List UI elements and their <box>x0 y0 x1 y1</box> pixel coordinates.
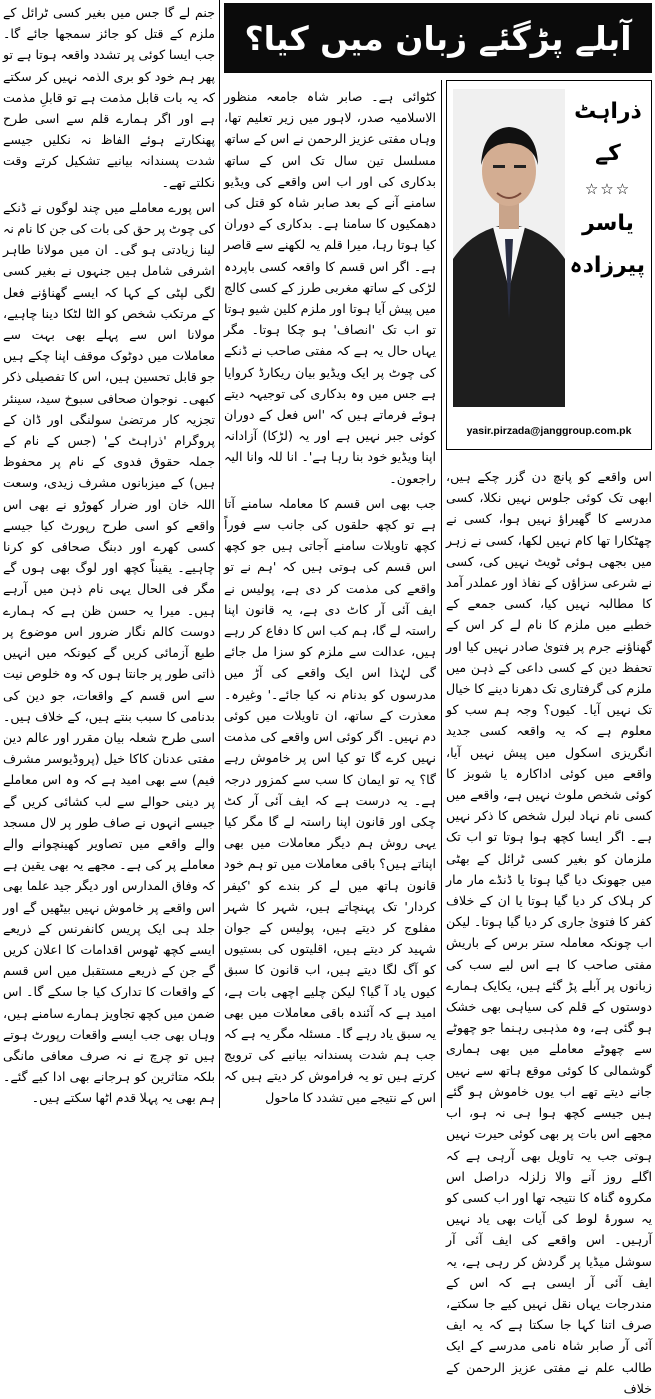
column-name: ذراہٹ کے <box>574 99 642 166</box>
column-header <box>571 91 645 391</box>
paragraph: کٹوائی ہے۔ صابر شاہ جامعہ منظور الاسلامیہ صدر، لاہور میں زیر تعلیم تھا، وہاں مفتی عزیز الرحمن نے اس کے ساتھ مسلسل تین سال تک اس کے ساتھ بدکاری کی اور اب اس واقعے کی ویڈیو سامنے آنے کے بعد صابر شاہ کو قتل کی دھمکیوں کا سامنا ہے۔ بدکاری کے دوران کیا ہوتا رہا، میرا قلم یہ لکھنے سے قاصر ہے۔ اگر اس قسم کا واقعہ کسی باپردہ لڑکی کے ساتھ مغربی طرز کے کسی کالج میں پیش آیا ہوتا اور ملزم کلین شیو ہوتا تو اب تک 'انصاف' ہو چکا ہوتا۔ مگر یہاں حال یہ ہے کہ مفتی صاحب نے ڈنکے کی چوٹ پر ایک ویڈیو بیان ریکارڈ کروایا ہے جس میں وہ بدکاری کی توجیہہ دیتے ہوئے فرماتے ہیں کہ 'اس فعل کے دوران کوئی جبر نہیں ہے اور یہ (لڑکا) آزادانہ اپنا ویڈیو خود بنا رہا ہے'۔ انا للہ وانا الیہ راجعون۔ <box>224 89 436 486</box>
author-email: yasir.pirzada@janggroup.com.pk <box>466 425 632 437</box>
headline: آبلے پڑگئے زبان میں کیا؟ <box>244 18 632 58</box>
byline-box <box>446 80 652 450</box>
author-photo-icon <box>453 89 565 407</box>
paragraph: جنم لے گا جس میں بغیر کسی ٹرائل کے ملزم کے قتل کو جائز سمجھا جائے گا۔ جب ایسا کوئی پر تشدد واقعہ ہوتا ہے تو پھر ہم خود کو بری الذمہ نہیں کر سکتے کہ یہ بات قابل مذمت ہے تو قابلِ مذمت ہے اور اگر ہمارے قلم سے اسی طرح پھنکارتے ہوئے الفاظ نہ نکلیں جیسے شدت پسندانہ بیانیے تشکیل کرتے وقت نکلتے تھے۔ <box>3 5 215 190</box>
article-column-left <box>3 2 215 1105</box>
column-divider <box>219 0 220 1108</box>
author-name: یاسر پیرزادہ <box>569 211 645 278</box>
article-column-middle <box>224 86 436 1105</box>
author-photo <box>453 89 565 407</box>
paragraph: اس پورے معاملے میں چند لوگوں نے ڈنکے کی چوٹ پر حق کی بات کی جن کا نام نہ لینا زیادتی ہو گی۔ ان میں مولانا طاہر اشرفی شامل ہیں جنہوں نے بغیر کسی لگی لپٹی کے کہا کہ ایسے گھناؤنے فعل کے مرتکب شخص کو الٹا لٹکا دینا چاہیے، مولانا اس سے پہلے بھی بہت سے معاملات میں دوٹوک موقف اپنا چکے ہیں جو قابل تحسین ہیں، اس کا تفصیلی ذکر کبھی۔ نوجوان صحافی سبوخ سید، سینئر تجزیہ کار مرتضیٰ سولنگی اور ڈان کے پروگرام 'ذراہٹ کے' (جس کے نام کے جملہ حقوق فدوی کے نام پر محفوظ ہیں) کے میزبانوں مشرف زیدی، وسعت اللہ خان اور ضرار کھوڑو نے بھی اس واقعے کو اسی طرح رپورٹ کیا جیسے کسی کھرے اور دبنگ صحافی کو کرنا چاہیے۔ یقیناً کچھ اور لوگ بھی ہوں گے مگر فی الحال یہی نام ذہن میں آرہے ہیں۔ میرا یہ حسن ظن ہے کہ ہمارے دوست کالم نگار ضرور اس موضوع پر طبع آزمائی کریں گے کیونکہ میں انہیں ذاتی طور پر جانتا ہوں کہ وہ خلوص نیت سے اس قسم کے واقعات، جو دین کی بدنامی کا سبب بنتے ہیں، کے خلاف ہیں۔ اسی طرح شعلہ بیان مقرر اور عالم دین مفتی عدنان کاکا خیل (پروڈیوسر مشرف فیم) سے بھی امید ہے کہ وہ اس معاملے پر دینی حوالے سے لب کشائی کریں گے جیسے انہوں نے صاف طور پر لال مسجد والے واقعے میں تصاویر کھینچوانے والے معاملے پر کی ہے۔ مجھے یہ بھی یقین ہے کہ وفاق المدارس اور دیگر جید علما بھی اس واقعے پر خاموش نہیں بیٹھیں گے اور جلد ہی ایک پریس کانفرنس کے ذریعے ایسے کچھ ٹھوس اقدامات کا اعلان کریں گے جن کے ذریعے مستقبل میں اس قسم کے واقعات کا تدارک کیا جا سکے گا۔ اس ضمن میں کچھ تجاویز ہمارے سامنے ہیں، وہاں بھی جب ایسے واقعات رپورٹ ہوتے ہیں تو چرچ نے نہ صرف معافی مانگی بلکہ متاثرین کو ہرجانے بھی ادا کیے گئے۔ ہم بھی یہ پہلا قدم اٹھا سکتے ہیں۔ <box>3 199 215 1106</box>
paragraph: جب بھی اس قسم کا معاملہ سامنے آتا ہے تو کچھ حلقوں کی جانب سے فوراً کچھ تاویلات سامنے آجاتی ہیں جو کچھ اس قسم کی ہوتی ہیں کہ 'ہم نے تو واقعے کی مذمت کر دی ہے، پولیس نے ایف آئی آر کاٹ دی ہے، یہ قانون اپنا راستہ لے گا، ہم کب اس کا دفاع کر رہے ہیں، عدالت سے ملزم کو سزا مل جائے گی لہٰذا اس ایک واقعے کی آڑ میں مدرسوں کو بدنام نہ کیا جائے۔' وغیرہ۔ معذرت کے ساتھ، ان تاویلات میں کوئی دم نہیں۔ اگر کوئی اس واقعے کی مذمت نہیں کرے گا تو کیا اس پر خاموش رہے گا؟ یہ تو ایمان کا سب سے کمزور درجہ ہے۔ یہ درست ہے کہ ایف آئی آر کٹ چکی اور قانون اپنا راستہ لے گا مگر کیا یہی روش ہم دیگر معاملات میں بھی اپناتے ہیں؟ باقی معاملات میں تو ہم خود قانون ہاتھ میں لے کر بندے کو 'کیفر کردار' تک پہنچاتے ہیں، شہر کا شہر مفلوج کر دیتے ہیں، پولیس کے جوان شہید کر دیتے ہیں، اقلیتوں کی بستیوں کو آگ لگا دیتے ہیں، اب قانون کا سبق کیوں یاد آ گیا؟ لیکن چلیے اچھی بات ہے، امید ہے کہ آئندہ باقی معاملات میں بھی یہ سبق یاد رہے گا۔ مسئلہ مگر یہ ہے کہ جب ہم شدت پسندانہ بیانیے کی ترویج کرتے ہیں تو یہ فراموش کر دیتے ہیں کہ اس کے نتیجے میں تشدد کا ماحول <box>224 495 436 1105</box>
article-column-right <box>446 466 652 1396</box>
paragraph: اس واقعے کو پانچ دن گزر چکے ہیں، ابھی تک کوئی جلوس نہیں نکلا، کسی مدرسے کا گھیراؤ نہیں ہوا، کسی نے چھٹکارا تھا کام نہیں لکھا، کسی نے زہر میں بجھی ہوئی ٹویٹ نہیں کی، کسی نے شرعی سزاؤں کے نفاذ اور عملدر آمد کا مطالبہ نہیں کیا، کسی جمعے کے خطبے میں ملزم کا نام لے کر اس کے گھناؤنے جرم پر فتویٰ صادر نہیں کیا اور تحفظ دین کے کسی داعی کے ذہن میں ملزم کی گرفتاری تک دھرنا دینے کا خیال تک نہیں آیا۔ کیوں؟ وجہ ہم سب کو معلوم ہے کہ یہ واقعہ کسی جدید انگریزی اسکول میں پیش نہیں آیا، واقعے میں کوئی اداکارہ یا شوبز کا کوئی شخص ملوث نہیں ہے، واقعے میں کسی نام نہاد لبرل شخص کا ذکر نہیں ہے۔ اگر ایسا کچھ ہوا ہوتا تو اب تک ملزمان کو بغیر کسی ٹرائل کے بھٹی میں جھونک دیا گیا ہوتا یا ڈنڈے مار مار کر ہلاک کر دیا گیا ہوتا یا ان کے خلاف کفر کا فتویٰ جاری کر دیا گیا ہوتا۔ لیکن اب چونکہ معاملہ ستر برس کے باریش مفتی صاحب کا ہے اس لیے سب کی زبانوں پر آبلے پڑ گئے ہیں، یکایک ہمارے دوستوں کے قلم کی سیاہی بھی خشک ہو گئی ہے، وہ مذہبی رہنما جو چھوٹے سے چھوٹے معاملے میں بھی ہماری گوشمالی کا کوئی موقع ہاتھ سے نہیں جانے دیتے تھے اب یوں خاموش ہو گئے ہیں جیسے کچھ ہوا ہی نہ ہو، اب مجھے اس بات پر بھی کوئی حیرت نہیں ہوتی جب یہ تاویل بھی آرہی ہے کہ اگلے روز آنے والا زلزلہ دراصل اس مکروہ گناہ کا نتیجہ تھا اور اب کسی کو یہ سورۂ لوط کی آیات بھی یاد نہیں آرہیں۔ اس واقعے کی ایف آئی آر سوشل میڈیا پر گردش کر رہی ہے، یہ ایف آئی آر ایسی ہے کہ اس کے مندرجات یہاں نقل نہیں کیے جا سکتے، صرف اتنا کہا جا سکتا ہے کہ یہ ایف آئی آر صابر شاہ نامی مدرسے کے ایک طالب علم نے مفتی عزیز الرحمن کے خلاف <box>446 469 652 1396</box>
column-divider <box>441 80 442 1108</box>
stars-decoration: ☆☆☆ <box>584 179 632 198</box>
headline-banner <box>224 3 652 73</box>
